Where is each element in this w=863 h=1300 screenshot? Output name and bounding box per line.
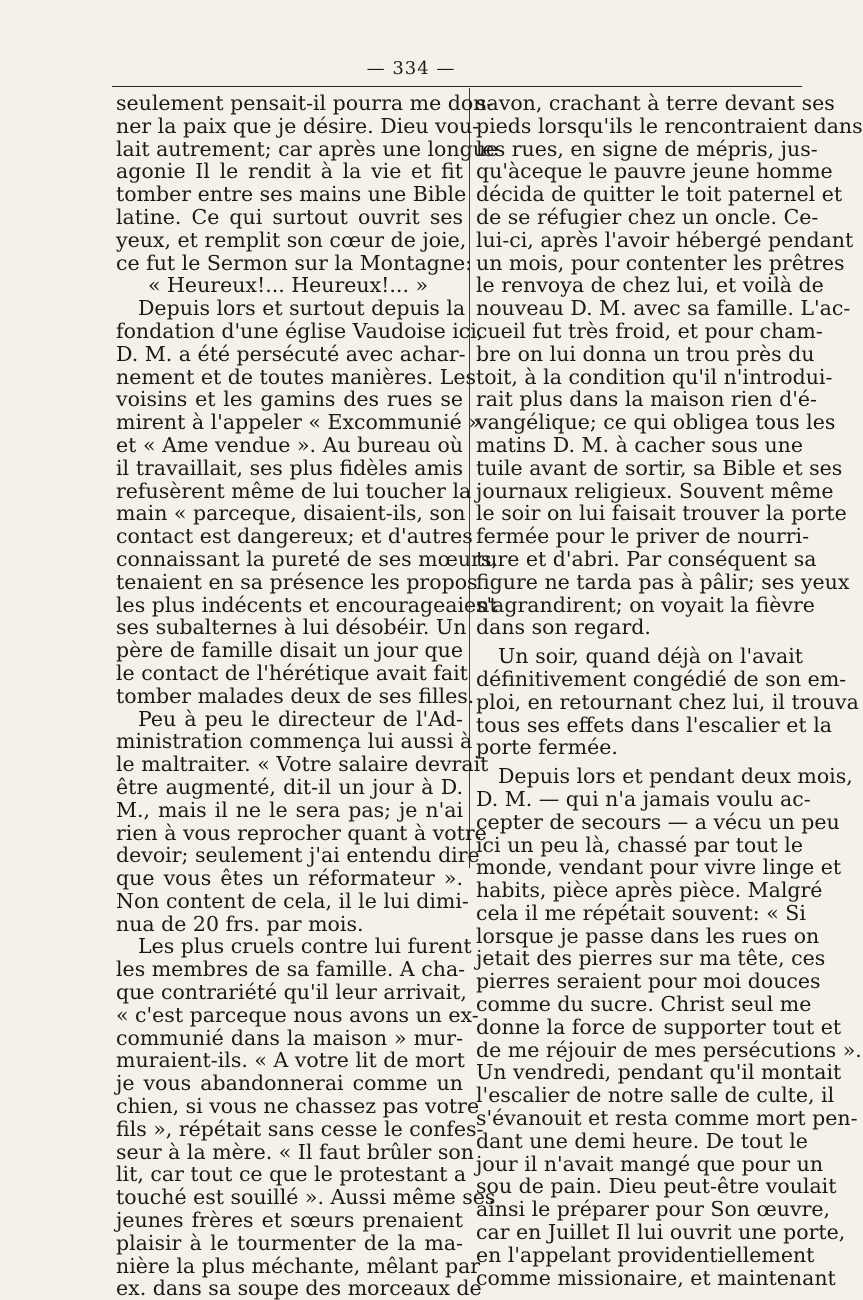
text-line: fondation d'une église Vaudoise ici, — [116, 318, 484, 343]
text-line: le maltraiter. « Votre salaire devrait — [116, 752, 489, 777]
text-line: muraient-ils. « A votre lit de mort — [116, 1048, 465, 1073]
text-line: seulement pensait-il pourra me don- — [116, 91, 494, 115]
text-line: cepter de secours — a vécu un peu — [476, 809, 840, 834]
text-line: décida de quitter le toit paternel et — [476, 182, 843, 207]
left-text-column — [116, 91, 499, 1300]
text-line: « Heureux!... Heureux!... » — [148, 273, 429, 298]
text-line: l'escalier de notre salle de culte, il — [476, 1083, 835, 1108]
text-line: sou de pain. Dieu peut-être voulait — [476, 1174, 837, 1199]
text-line: main « parceque, disaient-ils, son — [116, 501, 466, 526]
text-line: tenaient en sa présence les propos — [116, 569, 478, 594]
text-line: ici un peu là, chassé par tout le — [476, 832, 803, 857]
text-line: « c'est parceque nous avons un ex- — [116, 1002, 479, 1027]
text-line: ex. dans sa soupe des morceaux de — [116, 1276, 482, 1300]
text-line: qu'àceque le pauvre jeune homme — [476, 159, 833, 184]
text-line: chien, si vous ne chassez pas votre — [116, 1094, 480, 1119]
text-line: Depuis lors et pendant deux mois, — [498, 764, 853, 789]
text-line: ses subalternes à lui désobéir. Un — [116, 615, 467, 640]
text-line: tomber malades deux de ses filles. — [116, 683, 475, 708]
text-line: nua de 20 frs. par mois. — [116, 911, 364, 936]
text-line: journaux religieux. Souvent même — [476, 478, 834, 503]
right-text-column — [476, 91, 863, 1290]
text-line: car en Juillet Il lui ouvrit une porte, — [476, 1220, 846, 1245]
text-line: mirent à l'appeler « Excommunié » — [116, 410, 481, 435]
text-line: dans son regard. — [476, 615, 651, 640]
text-line: le contact de l'hérétique avait fait — [116, 660, 468, 685]
text-line: seur à la mère. « Il faut brûler son — [116, 1139, 474, 1164]
text-line: Non content de cela, il le lui dimi- — [116, 888, 469, 913]
text-line: cueil fut très froid, et pour cham- — [476, 318, 823, 343]
text-line: latine. Ce qui surtout ouvrit ses — [116, 204, 463, 229]
text-line: touché est souillé ». Aussi même ses — [116, 1185, 496, 1210]
text-line: savon, crachant à terre devant ses — [476, 91, 835, 115]
text-line: matins D. M. à cacher sous une — [476, 432, 803, 457]
text-line: bre on lui donna un trou près du — [476, 341, 815, 366]
text-line: yeux, et remplit son cœur de joie, — [116, 227, 467, 252]
text-line: jetait des pierres sur ma tête, ces — [476, 946, 826, 971]
text-line: ce fut le Sermon sur la Montagne: — [116, 250, 473, 275]
text-line: fils », répétait sans cesse le confes- — [116, 1116, 484, 1141]
text-line: et « Ame vendue ». Au bureau où — [116, 432, 463, 457]
text-line: lait autrement; car après une longue — [116, 136, 499, 161]
text-line: un mois, pour contenter les prêtres — [476, 250, 845, 275]
text-line: Peu à peu le directeur de l'Ad- — [138, 706, 463, 731]
text-line: agonie Il le rendit à la vie et fit — [116, 159, 463, 184]
text-line: comme du sucre. Christ seul me — [476, 992, 812, 1017]
text-line: Un soir, quand déjà on l'avait — [498, 644, 803, 669]
text-line: connaissant la pureté de ses mœurs, — [116, 546, 498, 571]
text-line: les plus indécents et encourageaient — [116, 592, 498, 617]
text-line: que contrariété qu'il leur arrivait, — [116, 980, 467, 1005]
text-line: D. M. — qui n'a jamais voulu ac- — [476, 786, 811, 811]
text-line: être augmenté, dit-il un jour à D. — [116, 774, 463, 799]
text-line: Un vendredi, pendant qu'il montait — [476, 1060, 842, 1085]
text-line: tuile avant de sortir, sa Bible et ses — [476, 455, 843, 480]
text-line: M., mais il ne le sera pas; je n'ai — [116, 797, 463, 822]
text-line: ner la paix que je désire. Dieu vou- — [116, 113, 480, 138]
text-line: nouveau D. M. avec sa famille. L'ac- — [476, 296, 851, 321]
text-line: lit, car tout ce que le protestant a — [116, 1162, 467, 1187]
text-line: les membres de sa famille. A cha- — [116, 957, 466, 982]
page-number: — 334 — — [366, 58, 456, 79]
text-line: voisins et les gamins des rues se — [116, 387, 463, 412]
text-line: devoir; seulement j'ai entendu dire — [116, 843, 480, 868]
text-line: Les plus cruels contre lui furent — [138, 934, 472, 959]
text-line: cela il me répétait souvent: « Si — [476, 900, 806, 925]
text-line: père de famille disait un jour que — [116, 638, 463, 663]
text-line: donne la force de supporter tout et — [476, 1014, 842, 1039]
text-line: ainsi le préparer pour Son œuvre, — [476, 1197, 831, 1222]
text-line: vangélique; ce qui obligea tous les — [476, 410, 836, 435]
text-line: communié dans la maison » mur- — [116, 1025, 463, 1050]
text-line: Depuis lors et surtout depuis la — [138, 296, 466, 321]
text-line: porte fermée. — [476, 735, 618, 760]
text-line: dant une demi heure. De tout le — [476, 1128, 808, 1153]
text-line: contact est dangereux; et d'autres — [116, 524, 473, 549]
text-line: comme missionaire, et maintenant — [476, 1265, 836, 1290]
text-line: je vous abandonnerai comme un — [116, 1071, 463, 1096]
text-line: ture et d'abri. Par conséquent sa — [476, 546, 817, 571]
text-line: nement et de toutes manières. Les — [116, 364, 477, 389]
text-line: lorsque je passe dans les rues on — [476, 923, 820, 948]
text-line: de se réfugier chez un oncle. Ce- — [476, 204, 819, 229]
text-line: ploi, en retournant chez lui, il trouva — [476, 689, 859, 714]
text-line: tous ses effets dans l'escalier et la — [476, 712, 832, 737]
text-line: toit, à la condition qu'il n'introdui- — [476, 364, 833, 389]
header-rule — [112, 86, 802, 87]
text-line: le renvoya de chez lui, et voilà de — [476, 273, 824, 298]
text-line: D. M. a été persécuté avec achar- — [116, 341, 466, 366]
text-line: s'évanouit et resta comme mort pen- — [476, 1106, 858, 1131]
text-line: rait plus dans la maison rien d'é- — [476, 387, 817, 412]
text-line: figure ne tarda pas à pâlir; ses yeux — [476, 569, 850, 594]
text-line: s'agrandirent; on voyait la fièvre — [476, 592, 815, 617]
text-line: que vous êtes un réformateur ». — [116, 866, 463, 891]
text-line: jeunes frères et sœurs prenaient — [116, 1208, 463, 1233]
text-line: lui-ci, après l'avoir hébergé pendant — [476, 227, 854, 252]
text-line: ministration commença lui aussi à — [116, 729, 473, 754]
text-line: il travaillait, ses plus fidèles amis — [116, 455, 463, 480]
text-line: pierres seraient pour moi douces — [476, 969, 821, 994]
text-line: plaisir à le tourmenter de la ma- — [116, 1230, 463, 1255]
text-line: pieds lorsqu'ils le rencontraient dans — [476, 113, 863, 138]
text-line: les rues, en signe de mépris, jus- — [476, 136, 818, 161]
text-line: refusèrent même de lui toucher la — [116, 478, 472, 503]
text-line: définitivement congédié de son em- — [476, 666, 847, 691]
text-line: nière la plus méchante, mêlant par — [116, 1253, 481, 1278]
text-line: habits, pièce après pièce. Malgré — [476, 878, 823, 903]
text-line: monde, vendant pour vivre linge et — [476, 855, 842, 880]
text-line: en l'appelant providentiellement — [476, 1242, 815, 1267]
text-line: rien à vous reprocher quant à votre — [116, 820, 487, 845]
text-line: tomber entre ses mains une Bible — [116, 182, 467, 207]
text-line: de me réjouir de mes persécutions ». — [476, 1037, 862, 1062]
text-line: fermée pour le priver de nourri- — [476, 524, 810, 549]
text-line: le soir on lui faisait trouver la porte — [476, 501, 847, 526]
text-line: jour il n'avait mangé que pour un — [476, 1151, 824, 1176]
